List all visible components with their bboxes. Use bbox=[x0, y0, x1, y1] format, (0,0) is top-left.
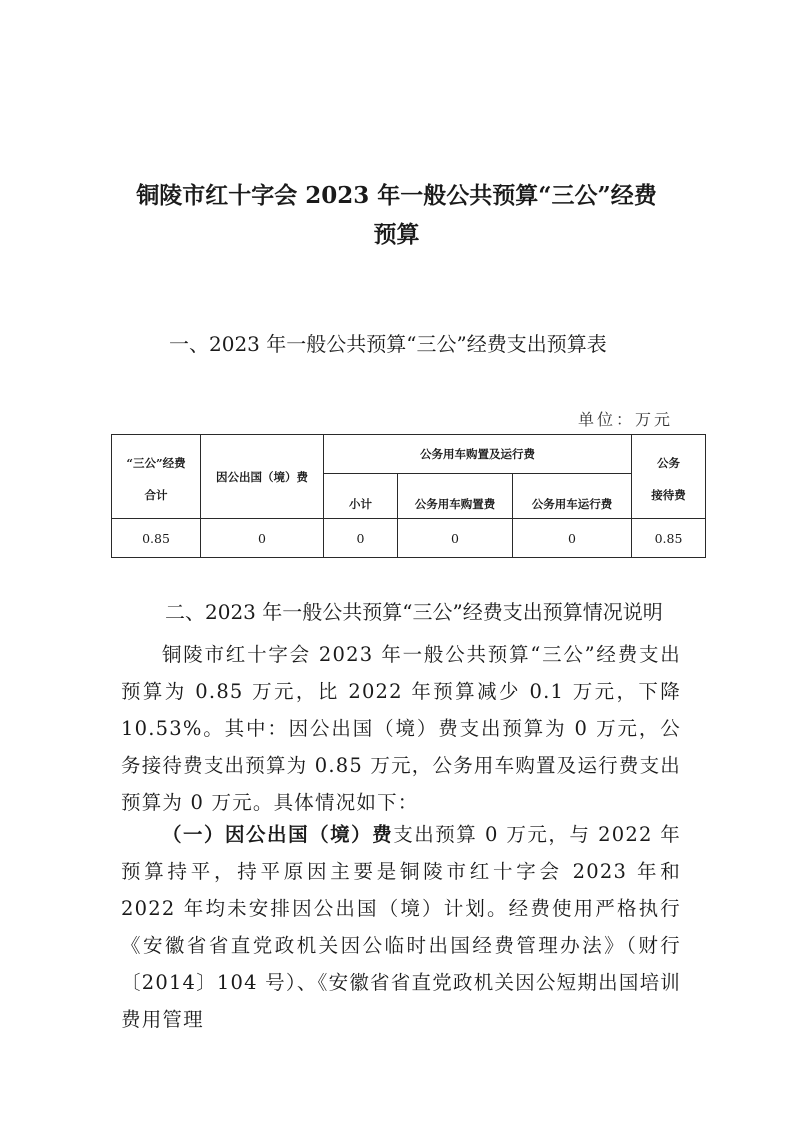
paragraph-abroad-body: 支出预算 0 万元，与 2022 年预算持平，持平原因主要是铜陵市红十字会 2023 年和 2022 年均未安排因公出国（境）计划。经费使用严格执行《安徽省省直党政机关因公临时出国经费管理办法》（财行〔2014〕104 号）、《安徽省省直党政机关因公短期出国培训费用管理 bbox=[121, 823, 681, 1031]
paragraph-abroad bbox=[121, 816, 681, 1038]
document-title-line2: 预算 bbox=[373, 221, 420, 248]
cell-total: 0.85 bbox=[112, 519, 201, 558]
section2-heading: 二、2023 年一般公共预算“三公”经费支出预算情况说明 bbox=[165, 600, 663, 624]
header-total-line2: 合计 bbox=[144, 487, 168, 502]
paragraph-abroad-lead: （一）因公出国（境）费 bbox=[161, 823, 394, 846]
header-vehicle-subtotal: 小计 bbox=[324, 474, 398, 519]
document-title-line1: 铜陵市红十字会 2023 年一般公共预算“三公”经费 bbox=[136, 182, 657, 209]
header-vehicle-operation: 公务用车运行费 bbox=[513, 474, 632, 519]
header-vehicle-purchase: 公务用车购置费 bbox=[398, 474, 513, 519]
table-row bbox=[112, 519, 706, 558]
paragraph-summary: 铜陵市红十字会 2023 年一般公共预算“三公”经费支出预算为 0.85 万元，比 2022 年预算减少 0.1 万元，下降 10.53%。其中：因公出国（境）费支出预算为 0 万元，公务接待费支出预算为 0.85 万元，公务用车购置及运行费支出预算为 0 万元。具体情况如下： bbox=[121, 643, 681, 814]
cell-vehicle-purchase: 0 bbox=[398, 519, 513, 558]
section1-heading: 一、2023 年一般公共预算“三公”经费支出预算表 bbox=[169, 332, 607, 356]
budget-table bbox=[111, 434, 706, 558]
header-reception-line1: 公务 bbox=[657, 455, 681, 470]
cell-abroad: 0 bbox=[201, 519, 324, 558]
header-total-line1: “三公”经费 bbox=[126, 455, 186, 470]
header-vehicle-group: 公务用车购置及运行费 bbox=[324, 435, 632, 474]
header-reception-line2: 接待费 bbox=[651, 487, 686, 502]
header-total bbox=[112, 435, 201, 519]
cell-vehicle-subtotal: 0 bbox=[324, 519, 398, 558]
header-reception bbox=[632, 435, 706, 519]
unit-label: 单位：万元 bbox=[578, 410, 674, 429]
cell-vehicle-operation: 0 bbox=[513, 519, 632, 558]
cell-reception: 0.85 bbox=[632, 519, 706, 558]
header-abroad: 因公出国（境）费 bbox=[201, 435, 324, 519]
